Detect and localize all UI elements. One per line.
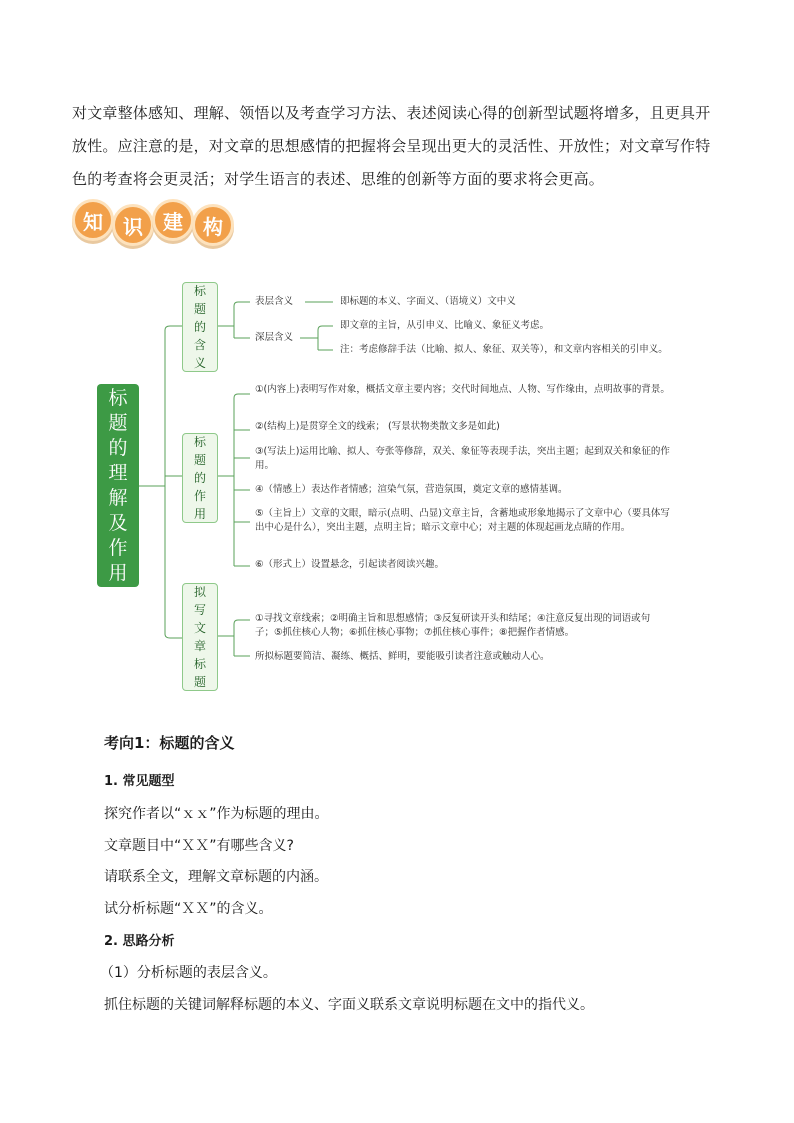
branch-char: 写	[193, 603, 206, 617]
leaf-function-5: ⑤（主旨上）文章的文眼，暗示(点明、凸显)文章主旨，含蓄地或形象地揭示了文章中心（要具体写出中心是什么），突出主题，点明主旨；暗示文章中心；对主题的体现起画龙点睛的作用。	[255, 508, 670, 533]
branch-char: 题	[193, 302, 206, 316]
root-char: 标	[108, 386, 128, 409]
leaf-function-3: ③(写法上)运用比喻、拟人、夸张等修辞，双关、象征等表现手法，突出主题；起到双关和象征的作用。	[255, 446, 670, 471]
badge-char: 知	[72, 199, 114, 241]
badge-char: 构	[192, 204, 234, 246]
analysis-step: （1）分析标题的表层含义。	[100, 965, 277, 981]
subheading-analysis: 2. 思路分析	[104, 934, 175, 949]
leaf-function-1: ①(内容上)表明写作对象，概括文章主要内容；交代时间地点、人物、写作缘由，点明故事的背景。	[255, 384, 670, 395]
badge-char: 识	[112, 204, 154, 246]
leaf-function-6: ⑥（形式上）设置悬念，引起读者阅读兴趣。	[255, 559, 445, 570]
question-line: 探究作者以“ｘｘ”作为标题的理由。	[104, 806, 329, 822]
leaf-deep-text-1: 即文章的主旨，从引申义、比喻义、象征义考虑。	[340, 320, 550, 331]
branch-char: 的	[193, 471, 206, 485]
branch-char: 作	[193, 489, 206, 503]
leaf-deep-label: 深层含义	[255, 332, 294, 343]
branch-char: 拟	[193, 585, 206, 599]
mindmap-root	[97, 384, 139, 587]
branch-char: 标	[193, 657, 206, 671]
root-char: 理	[108, 461, 128, 484]
branch-char: 题	[193, 675, 206, 689]
branch-char: 章	[193, 639, 206, 653]
branch-char: 文	[193, 621, 206, 635]
leaf-surface-label: 表层含义	[255, 296, 294, 307]
leaf-draft-1: ①寻找文章线索；②明确主旨和思想感情；③反复研读开头和结尾；④注意反复出现的词语或句子；⑤抓住核心人物；⑥抓住核心事物；⑦抓住核心事件；⑧把握作者情感。	[255, 613, 651, 638]
branch-char: 标	[193, 435, 206, 449]
branch-char: 用	[193, 507, 206, 521]
section-title: 考向1：标题的含义	[104, 734, 235, 752]
root-char: 及	[108, 511, 128, 534]
intro-paragraph: 对文章整体感知、理解、领悟以及考查学习方法、表述阅读心得的创新型试题将增多，且更具开放性。应注意的是，对文章的思想感情的把握将会呈现出更大的灵活性、开放性；对文章写作特色的考查将会更灵活；对学生语言的表述、思维的创新等方面的要求将会更高。	[72, 104, 711, 188]
branch-char: 标	[193, 284, 206, 298]
leaf-deep-text-2: 注：考虑修辞手法（比喻、拟人、象征、双关等），和文章内容相关的引申义。	[340, 344, 668, 355]
leaf-draft-2: 所拟标题要简洁、凝练、概括、鲜明，要能吸引读者注意或触动人心。	[255, 651, 550, 662]
root-char: 解	[108, 486, 128, 509]
question-line: 试分析标题“ＸＸ”的含义。	[104, 901, 273, 917]
question-line: 请联系全文，理解文章标题的内涵。	[104, 869, 328, 885]
root-char: 作	[108, 536, 128, 559]
subheading-question-types: 1. 常见题型	[104, 774, 175, 789]
branch-char: 含	[193, 338, 206, 352]
root-char: 的	[108, 436, 128, 459]
root-char: 题	[108, 411, 128, 434]
branch-title-meaning	[182, 282, 218, 372]
leaf-function-2: ②(结构上)是贯穿全文的线索； (写景状物类散文多是如此)	[255, 421, 500, 432]
leaf-function-4: ④（情感上）表达作者情感；渲染气氛，营造氛围，奠定文章的感情基调。	[255, 484, 568, 495]
branch-char: 义	[193, 356, 206, 370]
badge-char: 建	[152, 199, 194, 241]
question-line: 文章题目中“ＸＸ”有哪些含义?	[104, 838, 294, 854]
leaf-surface-text: 即标题的本义、字面义、（语境义）文中义	[340, 296, 516, 307]
branch-draft-title	[182, 583, 218, 691]
branch-char: 的	[193, 320, 206, 334]
analysis-text: 抓住标题的关键词解释标题的本义、字面义联系文章说明标题在文中的指代义。	[104, 997, 594, 1013]
branch-title-function	[182, 433, 218, 523]
branch-char: 题	[193, 453, 206, 467]
root-char: 用	[108, 561, 128, 584]
